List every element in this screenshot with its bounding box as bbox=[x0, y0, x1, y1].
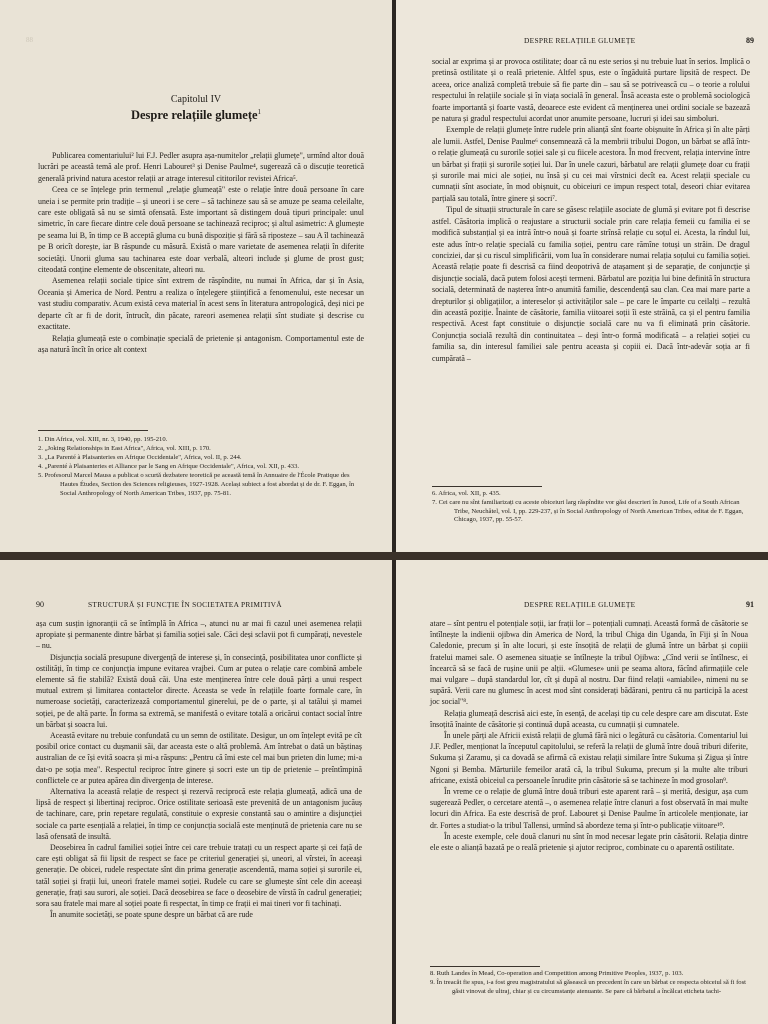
body-text bbox=[430, 618, 748, 853]
footnotes bbox=[38, 436, 364, 499]
paragraph: așa cum susțin ignoranții că se întîmplă în Africa –, atunci nu ar mai fi cazul unei asemenea relații apropiate și permanente dintre bărbat și familia soției sale. Căci deși sclavii pot fi cumpărați, nevestele – nu. bbox=[36, 619, 362, 651]
page-gap bbox=[0, 552, 768, 560]
paragraph: Tipul de situații structurale în care se găsesc relațiile asociate de glumă și evitare pot fi descrise astfel. Căsătoria implică o reajustare a structurii sociale prin care relația femeii cu familia ei se modifică substanțial și ea intră într-o nouă și foarte strînsă relație cu soțul ei. Acesta, la rîndul lui, este adus într-o relație specială cu familia soției, pentru care rămîne totuși un străin. De dragul conciziei, dar și cu riscul simplificării, vom lua în considerare numai relația soțului cu familia soției. Această relație poate fi descrisă ca fiind deopotrivă de atașament și de separație, de conjuncție și disjuncție socială, dacă putem folosi acești termeni. Bărbatul are poziția lui bine definită în structura socială, determinată de nașterea într-o anumită familie, descendență sau clan. Cea mai mare parte a drepturilor și obligațiilor, a intereselor și activităților sale – pe care le împarte cu ceilalți – rezultă din această poziție. Înainte de căsătorie, familia viitoarei soții îi este străină, ca și el pentru familia respectivă. Acest fapt constituie o disjuncție socială care nu va fi eliminată prin căsătorie. Conjuncția socială rezultă din continuitatea – deși într-o formă modificată – a relației soției cu familia sa, din interesul familiei sale pentru aceasta și copiii ei. Dacă într-adevăr soția ar fi cumpărată – bbox=[432, 205, 750, 363]
footnote-rule bbox=[38, 430, 148, 431]
paragraph: atare – sînt pentru el potențiale soții, iar frații lor – potențiali cumnați. Această formă de căsătorie se întîlnește la indienii ojibwa din America de Nord, la tribul Chiga din Uganda, în Fiji și în Noua Caledonie, precum și în alte locuri, și este însoțită de relații de glumă între un bărbat și copiii fratelui mamei sale. O asemenea situație se întîlnește la tribul Ojibwa: „Cînd verii se întîlnesc, ei încearcă să se facă de rușine unii pe alții. «Glumese» unii pe seama altora, făcînd afirmațiile cele mai vulgare – după standardul lor, cît și după al nostru. Dar fiind relații «amiabile», nimeni nu se supără. Verii care nu glumesc în acest mod sînt considerați bădărani, pentru că nu participă la acest joc social"⁸. bbox=[430, 619, 748, 707]
chapter-title-ref: 1 bbox=[257, 108, 262, 116]
paragraph: Disjuncția socială presupune divergență de interese și, în consecință, posibilitatea unor conflicte și ostilități, în timp ce conjuncția impune evitarea vrajbei. Cum ar putea o relație care combină ambele elemente să fie stabilă? Există două căi. Una este menținerea între cele două părți a unui respect mutual extrem și limitarea contactelor directe. Aceasta se vede în relațiile foarte formale care, în numeroase societăți, caracterizează comportamentul ginerelui, pe de o parte, și al tatălui și mamei soției, pe de altă parte. În forma sa extremă, se manifestă o evitare totală a oricărui contact social între un bărbat și soacra lui. bbox=[36, 652, 362, 729]
body-text bbox=[36, 618, 362, 920]
footnotes bbox=[430, 970, 748, 997]
paragraph: Asemenea relații sociale tipice sînt extrem de răspîndite, nu numai în Africa, dar și în Asia, Oceania și America de Nord. Pentru a realiza o înțelegere științifică a fenomenului, este necesar un vast studiu comparativ. Acum există ceva material în acest sens în literatura antropologică, deși nici pe departe cît ar fi de dorit, întrucît, din păcate, rareori asemenea relații sînt studiate și descrise cu exactitate. bbox=[38, 276, 364, 332]
footnote: 5. Profesorul Marcel Mauss a publicat o scurtă dezbatere teoretică pe această temă în Annuaire de l'École Pratique des Hautes Études, Section des Sciences religieuses, 1927-1928. Același subiect a fost abordat și de dr. F. Eggan, în Social Anthropology of North American Tribes, 1937, pp. 75-81. bbox=[38, 472, 355, 497]
running-header: STRUCTURĂ ȘI FUNCȚIE ÎN SOCIETATEA PRIMITIVĂ bbox=[88, 600, 282, 609]
paragraph: Exemple de relații glumețe între rudele prin alianță sînt foarte obișnuite în Africa și în alte părți ale lumii. Astfel, Denise Paulme⁶ consemnează că la membrii tribului Dogon, un bărbat se află într-o relație glumeață cu surorile soției sale și cu fiicele acestora. În mod frecvent, relația intervine între un bărbat și frații și surorile soției lui. Dar în unele cazuri, bărbatul are relații glumețe doar cu frații și surorile mai mici ale soției, nu însă și cu cei mai vîrstnici decît ea. Acest relații speciale cu cumnații sînt asociate, în mod obișnuit, cu obiceiuri ce impun respect total, deseori chiar evitarea parțială sau totală, între ginere și socri⁷. bbox=[432, 125, 750, 203]
footnote: 9. În treacăt fie spus, i-a fost greu magistratului să găsească un precedent în care un bărbat ce respecta obiceiul să fi fost găsit vinovat de ultraj, chiar și cu circumstanțe atenuante. Se pare că bărbatul a încălcat eticheta tachi- bbox=[430, 979, 747, 995]
ghost-page-number: 88 bbox=[26, 36, 33, 44]
paragraph: În vreme ce o relație de glumă între două triburi este aparent rară – și merită, desigur, așa cum sugerează Pedler, o cercetare atentă –, o asemenea relație între clanuri a fost observată în mai multe locuri din Africa. Ea este descrisă de prof. Labouret și Denise Paulme în articolele menționate, iar dr. Fortes a studiat-o la tribul Tallensi, urmînd să abordeze tema și într-o publicație viitoare¹⁰. bbox=[430, 787, 748, 830]
page-number: 89 bbox=[746, 36, 754, 45]
page-91 bbox=[396, 560, 768, 1024]
footnote: 2. „Joking Relationships in East Africa", Africa, vol. XIII, p. 170. bbox=[38, 445, 211, 453]
footnote-rule bbox=[430, 966, 540, 967]
body-text bbox=[432, 56, 750, 364]
running-header: DESPRE RELAȚIILE GLUMEȚE bbox=[524, 600, 636, 609]
paragraph: social ar exprima și ar provoca ostilitate; doar că nu este serios și nu trebuie luat în serios. Implică o pretinsă ostilitate și o reală prietenie. Altfel spus, este o îngăduită purtare lipsită de respect. De aceea, orice analiză completă trebuie să fie parte din – sau să se potrivească cu – o teorie a rolului respectului în relațiile sociale și în viața socială în general. Însă aceasta este o problemă sociologică foarte importantă și foarte vastă, deoarece este evident că menținerea unei ordini sociale se bazează pe natura și gradul respectului acordat unor anumite persoane, lucruri și idei sau simboluri. bbox=[432, 57, 750, 124]
footnotes bbox=[432, 490, 750, 525]
paragraph: Ceea ce se înțelege prin termenul „relație glumeață" este o relație între două persoane în care uneia i se permite prin tradiție – și uneori i se cere – să tachineze sau să se amuze pe seama celeilalte, care este obligată să nu se simtă ofensată. Este important să distingem două tipuri principale: unul simetric, în care fiecare dintre cele două persoane se tachinează reciproc; și altul asimetric: A glumește pe seama lui B, în timp ce B acceptă gluma cu bună dispoziție și fără să riposteze – sau A îl tachinează pe B oricît dorește, iar B răspunde cu măsură. Există o mare varietate de asemenea relații în diferite societăți. Unorii gluma sau tachinarea este doar verbală, alteori include și glume de prost gust; citeodată conține elemente de obscenitate, alteori nu. bbox=[38, 185, 364, 275]
page-90 bbox=[0, 560, 392, 1024]
footnote: 1. Din Africa, vol. XIII, nr. 3, 1940, pp. 195-210. bbox=[38, 436, 168, 443]
page-number: 91 bbox=[746, 600, 754, 609]
paragraph: În unele părți ale Africii există relații de glumă fără nici o legătură cu căsătoria. Comentariul lui J.F. Pedler, menționat la începutul capitolului, se referă la relații de glumă între două triburi diferite, Sukuma și Zaramu, și ca dovadă se afirmă că existau relații similare între Sukuma și Zigua și între Ngoni și Bemba. Mărturiile femeilor arată că, la tribul Sukuma, precum și la multe alte triburi africane, există obiceiul ca persoanele înrudite prin căsătorie să se tachineze în mod grosolan⁹. bbox=[430, 731, 748, 785]
page-88 bbox=[0, 0, 392, 552]
paragraph: Deosebirea în cadrul familiei soției între cei care trebuie tratați cu un respect aparte și cei față de care ești obligat să fii lipsit de respect se face pe criteriul generației și, uneori, al vîrstei, în aceeași generație. De obicei, rudele respectate sînt din prima generație ascendentă, mama soției și surorile ei, tatăl soției și frații lui, uneori fratele mamei soției. Rudele cu care se glumește sînt cele din aceeași generație, frați sau surori, ale soției. Dacă deosebirea se face o deosebire de vîrstă în cadrul generației; sora sau fratele mai mare al soției poate fi respectat, în timp ce frații ei mai tineri vor fi tachinați. bbox=[36, 843, 362, 909]
chapter-number: Capitolul IV bbox=[170, 94, 222, 105]
running-header: DESPRE RELAȚIILE GLUMEȚE bbox=[524, 36, 636, 45]
chapter-title-text: Despre relațiile glumețe bbox=[130, 108, 258, 123]
paragraph: Această evitare nu trebuie confundată cu un semn de ostilitate. Desigur, un om înțelept evită pe cît posibil orice contact cu dușmanii săi, dar aceasta este o altă problemă. Am întrebat o dată un băștinaș australian de ce își evită soacra și mi-a răspuns: „Pentru că îmi este cel mai bun prieten din lume; mi-a dat-o pe soția mea". Respectul reciproc între ginere și socri este un tip de prietenie – preîntîmpină conflictele ce ar putea apărea din divergența de interese. bbox=[36, 731, 362, 785]
paragraph: Relația glumeață descrisă aici este, în esență, de același tip cu cele despre care am discutat. Este însoțită înainte de căsătorie și continuă după aceasta, cu cumnații și cumnatele. bbox=[430, 708, 748, 729]
chapter-title bbox=[0, 108, 392, 123]
footnote: 3. „La Parenté à Plaisanteries en Afrique Occidentale", Africa, vol. II, p. 244. bbox=[38, 454, 242, 462]
body-text bbox=[38, 150, 364, 355]
paragraph: În anumite societăți, se poate spune despre un bărbat că are rude bbox=[50, 910, 253, 920]
footnote: 7. Cei care nu sînt familiarizați cu aceste obiceiuri larg răspîndite vor găsi descrieri în Junod, Life of a South African Tribe, Neuchâtel, vol. I, pp. 229-237, și în Social Anthropology of North American Tribes, editat de F. Eggan, Chicago, 1937, pp. 55-57. bbox=[432, 499, 744, 524]
paragraph: În aceste exemple, cele două clanuri nu sînt în mod necesar legate prin căsătorii. Relația dintre ele este o alianță bazată pe o reală prietenie și ajutor reciproc, combinate cu o aparentă ostilitate. bbox=[430, 831, 748, 853]
footnote: 4. „Parenté à Plaisanteries et Alliance par le Sang en Afrique Occidentale", Africa, vol. XII, p. 433. bbox=[38, 463, 300, 471]
paragraph: Alternativa la această relație de respect și rezervă reciprocă este relația glumeață, adică una de lipsă de respect și libertinaj reciproc. Orice ostilitate serioasă este prevenită de un antagonism jucăuș de tachinare, care, prin repetare regulată, constituie o expresie constantă sau o amintire a disjuncției sociale ca parte esențială a relației, în timp ce conjuncția socială este menținută de prietenia care nu se lasă ofensată de insultă. bbox=[36, 787, 362, 841]
page-number: 90 bbox=[36, 600, 44, 609]
paragraph: Relația glumeață este o combinație specială de prietenie și antagonism. Comportamentul este de așa natură încît în orice alt context bbox=[38, 333, 364, 354]
footnote: 6. Africa, vol. XII, p. 435. bbox=[432, 490, 501, 497]
footnote-rule bbox=[432, 486, 542, 487]
page-89 bbox=[396, 0, 768, 552]
footnote: 8. Ruth Landes în Mead, Co-operation and Competition among Primitive Peoples, 1937, p. 103. bbox=[430, 970, 684, 977]
paragraph: Publicarea comentariului² lui F.J. Pedler asupra așa-numitelor „relații glumețe", urmînd altor două lucrări pe această temă ale prof. Henri Labouret³ și Denise Paulme⁴, sugerează că o discuție teoretică generală privind natura acestor relații ar atrage interesul cititorilor revistei Africa⁵. bbox=[38, 151, 364, 183]
